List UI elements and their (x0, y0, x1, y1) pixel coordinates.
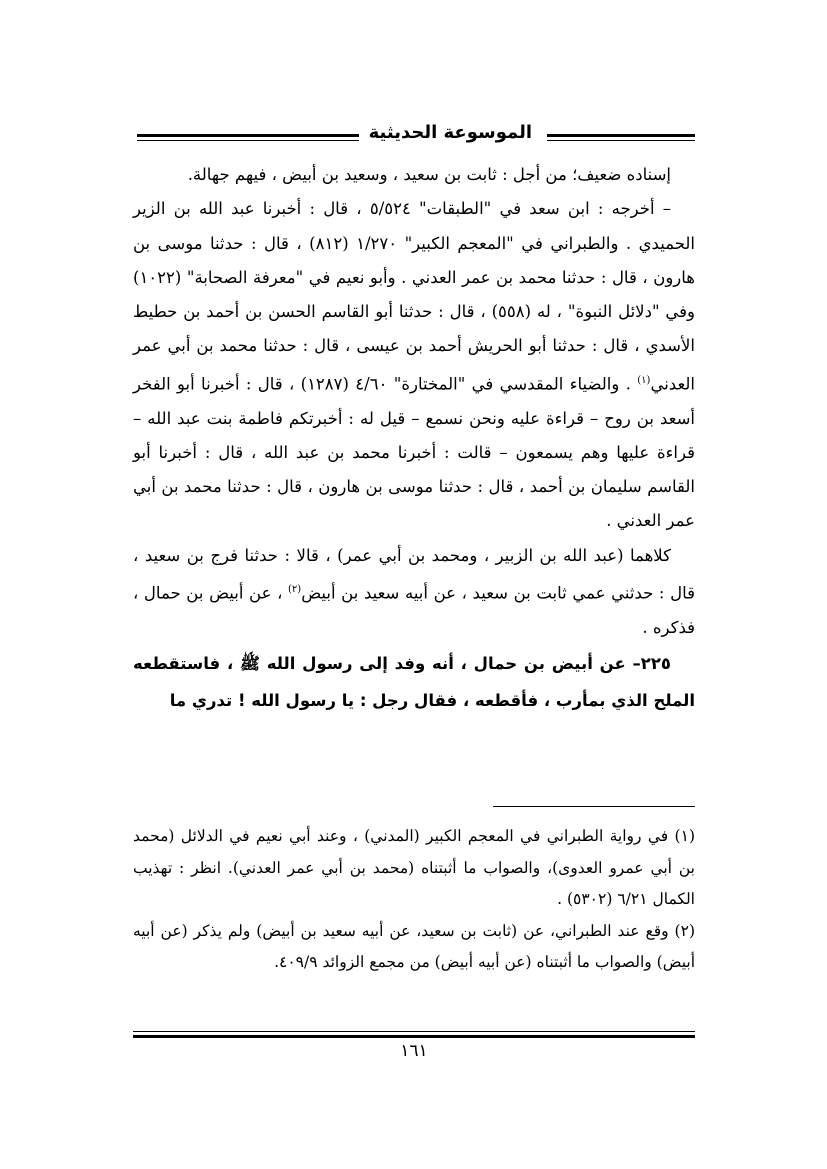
takhrij-text-continued: . والضياء المقدسي في "المختارة" ٤/٦٠ (١٢٨٧) ، قال : أخبرنا أبو الفخر أسعد بن روح – قراءة عليه ونحن نسمع – قيل له : أخبرتكم فاطمة بنت عبد الله – قراءة عليها وهم يسمعون – قالت : أخبرنا محمد بن عبد الله ، قال : أخبرنا أبو القاسم سليمان بن أحمد ، قال : حدثنا موسى بن هارون ، قال : حدثنا محمد بن أبي عمر العدني . (133, 374, 695, 531)
hadith-text: ٢٢٥– عن أبيض بن حمال ، أنه وفد إلى رسول الله ﷺ ، فاستقطعه الملح الذي بمأرب ، فأقطعه ، فقال رجل : يا رسول الله ! تدري ما (133, 654, 695, 711)
header-rule-right (547, 134, 695, 142)
common-link-text-continued: ، عن أبيض بن حمال ، فذكره . (133, 583, 695, 637)
paragraph-takhrij (133, 192, 695, 538)
takhrij-text: – أخرجه : ابن سعد في "الطبقات" ٥/٥٢٤ ، قال : أخبرنا عبد الله بن الزير الحميدي . والطبراني في "المعجم الكبير" ١/٢٧٠ (٨١٢) ، قال : حدثنا موسى بن هارون ، قال : حدثنا محمد بن عمر العدني . وأبو نعيم في "معرفة الصحابة" (١٠٢٢) وفي "دلائل النبوة" ، له (٥٥٨) ، قال : حدثنا أبو القاسم الحسن بن أحمد بن حطيط الأسدي ، قال : حدثنا أبو الحريش أحمد بن عيسى ، قال : حدثنا محمد بن أبي عمر العدني (133, 199, 696, 394)
common-link-text: كلاهما (عبد الله بن الزبير ، ومحمد بن أبي عمر) ، قالا : حدثنا فرج بن سعيد ، قال : حدثني عمي ثابت بن سعيد ، عن أبيه سعيد بن أبيض (133, 545, 695, 603)
footnote-2: (٢) وقع عند الطبراني، عن (ثابت بن سعيد، عن أبيه سعيد بن أبيض) ولم يذكر (عن أبيه أبيض) والصواب ما أثبتناه (عن أبيه أبيض) من مجمع الزوائد ٤٠٩/٩. (133, 921, 695, 972)
bottom-rule (133, 1031, 695, 1039)
footnote-ref-1[interactable]: (١) (637, 374, 651, 386)
footnotes (133, 821, 695, 979)
header-title: الموسوعة الحديثية (368, 122, 532, 143)
page-number: ١٦١ (400, 1041, 428, 1061)
book-page (133, 118, 696, 1061)
running-header (133, 118, 695, 158)
footnote-1: (١) في رواية الطبراني في المعجم الكبير (المدني) ، وعند أبي نعيم في الدلائل (محمد بن أبي عمرو العدوى)، والصواب ما أثبتناه (محمد بن أبي عمر العدني). انظر : تهذيب الكمال ٦/٢١ (٥٣٠٢) . (133, 827, 695, 909)
header-rule-left (137, 134, 359, 142)
footnote-ref-2[interactable]: (٢) (288, 584, 302, 596)
main-text (133, 158, 695, 719)
paragraph-common-link (133, 539, 695, 645)
paragraph-isnad-grade: إسناده ضعيف؛ من أجل : ثابت بن سعيد ، وسعيد بن أبيض ، فيهم جهالة. (187, 165, 671, 184)
footnote-separator (493, 806, 695, 807)
